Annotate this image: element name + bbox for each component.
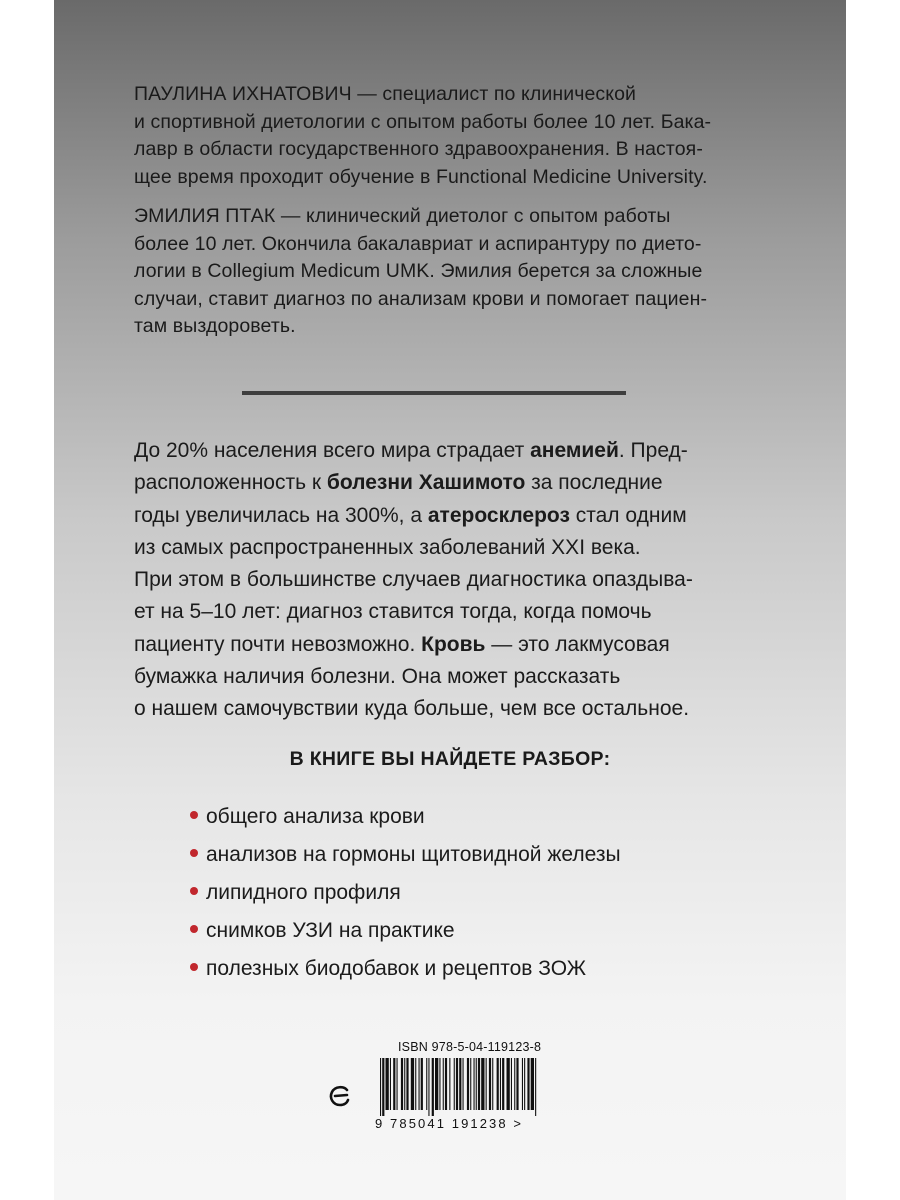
list-item-label: липидного профиля	[206, 881, 401, 904]
barcode-bar	[406, 1058, 408, 1110]
barcode-bar	[459, 1058, 461, 1110]
list-item	[190, 798, 621, 836]
barcode-bar	[500, 1058, 501, 1110]
barcode-bar	[497, 1058, 499, 1110]
barcode-bar	[507, 1058, 510, 1110]
barcode-bar	[481, 1058, 484, 1110]
barcode-bar	[415, 1058, 416, 1110]
description-line	[134, 500, 754, 532]
book-description	[134, 435, 754, 726]
barcode-bar	[489, 1058, 491, 1110]
barcode-bar	[432, 1058, 434, 1116]
description-line: При этом в большинстве случаев диагностика опаздыва-	[134, 568, 693, 592]
barcode-bar	[516, 1058, 518, 1110]
description-line	[134, 435, 754, 467]
description-line	[134, 629, 754, 661]
barcode-bar	[439, 1058, 440, 1110]
bio-line: ПАУЛИНА ИХНАТОВИЧ — специалист по клинической	[134, 83, 637, 105]
text-run: стал одним	[569, 503, 687, 527]
bio-line: более 10 лет. Окончила бакалавриат и аспирантуру по дието-	[134, 232, 702, 255]
highlight-hashimoto: болезни Хашимото	[326, 471, 526, 495]
barcode-bar	[382, 1058, 384, 1116]
barcode-bar	[522, 1058, 523, 1110]
barcode-bar	[514, 1058, 515, 1110]
bio-line: логии в Collegium Medicum UMK. Эмилия берется за сложные	[134, 260, 703, 282]
description-line: бумажка наличия болезни. Она может рассказать	[134, 665, 621, 689]
section-divider	[242, 391, 626, 395]
highlight-blood: Кровь	[421, 632, 486, 656]
barcode-bar	[421, 1058, 423, 1110]
barcode-bar	[426, 1058, 427, 1110]
bio-line: случаи, ставит диагноз по анализам крови и помогает пациен-	[134, 287, 708, 310]
barcode-bar	[492, 1058, 493, 1110]
list-item-label: анализов на гормоны щитовидной железы	[206, 843, 621, 866]
barcode-bar	[393, 1058, 395, 1110]
barcode-bar	[435, 1058, 438, 1110]
barcode-bar	[390, 1058, 391, 1110]
list-item-label: общего анализа крови	[206, 805, 425, 828]
barcode-bar	[474, 1058, 475, 1110]
barcode-bar	[511, 1058, 512, 1110]
isbn-number: ISBN 978-5-04-119123-8	[398, 1040, 542, 1054]
red-bullet-icon	[190, 963, 198, 971]
barcode-bar	[456, 1058, 458, 1110]
barcode-bar	[463, 1058, 464, 1110]
barcode-bar	[380, 1058, 381, 1116]
contents-list	[190, 798, 621, 988]
barcode-bar	[443, 1058, 444, 1110]
description-line: о нашем самочувствии куда больше, чем все остальное.	[134, 697, 690, 721]
barcode-bar	[454, 1058, 455, 1110]
barcode-bar	[527, 1058, 529, 1110]
bio-line: ЭМИЛИЯ ПТАК — клинический диетолог с опытом работы	[134, 205, 671, 227]
barcode-bar	[476, 1058, 477, 1110]
list-item	[190, 874, 621, 912]
bio-line: там выздороветь.	[134, 315, 296, 337]
barcode-icon	[378, 1058, 540, 1116]
barcode-bar	[478, 1058, 480, 1110]
list-heading: В КНИГЕ ВЫ НАЙДЕТЕ РАЗБОР:	[289, 748, 611, 770]
barcode-bar	[531, 1058, 534, 1110]
barcode-digits: 9 785041 191238 >	[375, 1116, 524, 1131]
barcode-bar	[386, 1058, 389, 1110]
barcode-bar	[411, 1058, 414, 1110]
list-item	[190, 836, 621, 874]
description-line: из самых распространенных заболеваний XXI века.	[134, 535, 641, 559]
description-line: ет на 5–10 лет: диагноз ставится тогда, когда помочь	[134, 600, 652, 624]
highlight-atherosclerosis: атеросклероз	[427, 503, 570, 527]
publisher-logo-icon	[327, 1083, 353, 1109]
barcode-bar	[470, 1058, 471, 1110]
barcode-bar	[535, 1058, 536, 1116]
author-bio-ptak	[134, 203, 734, 341]
barcode-bar	[428, 1058, 429, 1116]
description-line	[134, 467, 754, 499]
barcode-bar	[524, 1058, 525, 1110]
barcode-bar	[449, 1058, 450, 1110]
list-item	[190, 912, 621, 950]
text-run: До 20% населения всего мира страдает	[134, 439, 531, 462]
text-run: . Пред-	[618, 439, 688, 462]
red-bullet-icon	[190, 849, 198, 857]
red-bullet-icon	[190, 811, 198, 819]
barcode-bar	[467, 1058, 469, 1110]
list-item-label: снимков УЗИ на практике	[206, 919, 455, 942]
bio-line: щее время проходит обучение в Functional Medicine University.	[134, 165, 708, 188]
barcode-bar	[445, 1058, 447, 1110]
highlight-anemia: анемией	[530, 439, 619, 462]
list-item	[190, 950, 621, 988]
text-run: пациенту почти невозможно.	[134, 632, 422, 656]
barcode-bar	[401, 1058, 403, 1110]
list-item-label: полезных биодобавок и рецептов ЗОЖ	[206, 957, 586, 980]
text-run: за последние	[525, 471, 663, 495]
text-run: годы увеличилась на 300%, а	[134, 503, 428, 527]
barcode-bar	[404, 1058, 405, 1110]
barcode-bar	[502, 1058, 504, 1110]
red-bullet-icon	[190, 887, 198, 895]
text-run: расположенность к	[134, 471, 327, 495]
bio-line: и спортивной диетологии с опытом работы более 10 лет. Бака-	[134, 110, 712, 133]
barcode-bar	[419, 1058, 420, 1110]
bio-line: лавр в области государственного здравоохранения. В настоя-	[134, 138, 703, 160]
barcode-bar	[397, 1058, 398, 1110]
text-run: — это лакмусовая	[485, 632, 670, 656]
red-bullet-icon	[190, 925, 198, 933]
author-bio-ikhnatovich	[134, 81, 734, 191]
barcode-bar	[486, 1058, 487, 1110]
